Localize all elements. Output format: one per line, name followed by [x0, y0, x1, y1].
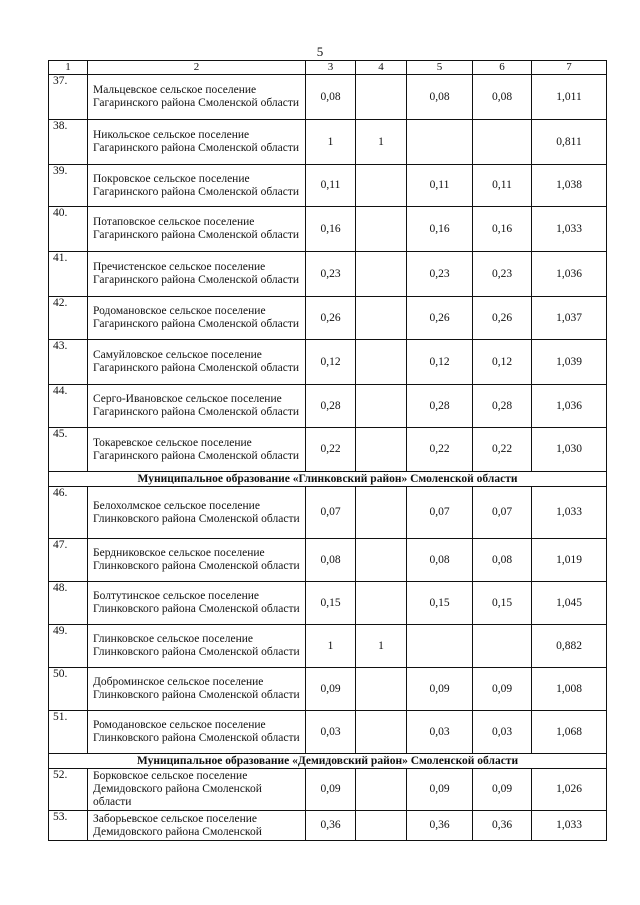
- table-row: [49, 539, 607, 582]
- column-4-cell: 1: [356, 120, 407, 165]
- column-4-cell: [356, 811, 407, 841]
- column-7-cell: 1,026: [532, 769, 607, 811]
- column-3-cell: 0,09: [306, 668, 356, 711]
- column-6-cell: 0,11: [473, 165, 532, 207]
- row-number-cell: 39.: [49, 165, 88, 207]
- column-7-cell: 1,019: [532, 539, 607, 582]
- column-6-cell: 0,23: [473, 252, 532, 297]
- row-number-cell: 43.: [49, 340, 88, 385]
- column-4-cell: [356, 769, 407, 811]
- column-3-cell: 0,26: [306, 297, 356, 340]
- table-row: [49, 297, 607, 340]
- column-4-cell: [356, 668, 407, 711]
- table-row: [49, 340, 607, 385]
- section-title: Муниципальное образование «Демидовский район» Смоленской области: [49, 754, 607, 769]
- settlement-name-cell: Белохолмское сельское поселение Глинковского района Смоленской области: [88, 487, 306, 539]
- table-row: [49, 207, 607, 252]
- settlement-name-cell: Пречистенское сельское поселение Гагаринского района Смоленской области: [88, 252, 306, 297]
- column-4-cell: [356, 252, 407, 297]
- column-header: 2: [88, 61, 306, 75]
- table-row: [49, 120, 607, 165]
- column-3-cell: 0,28: [306, 385, 356, 428]
- column-6-cell: 0,26: [473, 297, 532, 340]
- column-number-row: [49, 61, 607, 75]
- column-4-cell: [356, 207, 407, 252]
- table-row: [49, 75, 607, 120]
- column-5-cell: 0,07: [407, 487, 473, 539]
- column-5-cell: 0,36: [407, 811, 473, 841]
- table-row: [49, 385, 607, 428]
- column-5-cell: 0,16: [407, 207, 473, 252]
- column-3-cell: 0,09: [306, 769, 356, 811]
- column-5-cell: 0,15: [407, 582, 473, 625]
- column-5-cell: 0,26: [407, 297, 473, 340]
- column-4-cell: [356, 711, 407, 754]
- row-number-cell: 49.: [49, 625, 88, 668]
- table-row: [49, 811, 607, 841]
- data-table: [48, 60, 607, 841]
- settlement-name-cell: Покровское сельское поселение Гагаринского района Смоленской области: [88, 165, 306, 207]
- column-5-cell: 0,03: [407, 711, 473, 754]
- column-7-cell: 1,036: [532, 385, 607, 428]
- column-4-cell: [356, 297, 407, 340]
- column-4-cell: [356, 385, 407, 428]
- settlement-name-cell: Токаревское сельское поселение Гагаринского района Смоленской области: [88, 428, 306, 472]
- column-5-cell: [407, 625, 473, 668]
- column-7-cell: 1,033: [532, 487, 607, 539]
- column-5-cell: 0,28: [407, 385, 473, 428]
- column-6-cell: 0,28: [473, 385, 532, 428]
- column-3-cell: 0,23: [306, 252, 356, 297]
- column-6-cell: 0,09: [473, 668, 532, 711]
- column-4-cell: [356, 340, 407, 385]
- column-3-cell: 1: [306, 120, 356, 165]
- row-number-cell: 51.: [49, 711, 88, 754]
- section-header-row: [49, 754, 607, 769]
- column-4-cell: [356, 487, 407, 539]
- settlement-name-cell: Борковское сельское поселение Демидовского района Смоленской области: [88, 769, 306, 811]
- table-row: [49, 487, 607, 539]
- row-number-cell: 42.: [49, 297, 88, 340]
- column-6-cell: 0,22: [473, 428, 532, 472]
- column-7-cell: 1,038: [532, 165, 607, 207]
- row-number-cell: 46.: [49, 487, 88, 539]
- column-6-cell: 0,09: [473, 769, 532, 811]
- column-header: 6: [473, 61, 532, 75]
- column-header: 3: [306, 61, 356, 75]
- column-3-cell: 1: [306, 625, 356, 668]
- column-7-cell: 1,045: [532, 582, 607, 625]
- column-4-cell: [356, 165, 407, 207]
- row-number-cell: 44.: [49, 385, 88, 428]
- column-5-cell: 0,08: [407, 75, 473, 120]
- column-6-cell: 0,12: [473, 340, 532, 385]
- row-number-cell: 47.: [49, 539, 88, 582]
- column-7-cell: 1,030: [532, 428, 607, 472]
- row-number-cell: 53.: [49, 811, 88, 841]
- row-number-cell: 37.: [49, 75, 88, 120]
- table-row: [49, 252, 607, 297]
- column-6-cell: 0,08: [473, 539, 532, 582]
- column-3-cell: 0,07: [306, 487, 356, 539]
- table-row: [49, 165, 607, 207]
- column-7-cell: 1,033: [532, 811, 607, 841]
- row-number-cell: 52.: [49, 769, 88, 811]
- column-3-cell: 0,11: [306, 165, 356, 207]
- settlement-name-cell: Ромодановское сельское поселение Глинковского района Смоленской области: [88, 711, 306, 754]
- table-row: [49, 428, 607, 472]
- column-4-cell: [356, 539, 407, 582]
- table-row: [49, 582, 607, 625]
- column-4-cell: 1: [356, 625, 407, 668]
- settlement-name-cell: Заборьевское сельское поселение Демидовского района Смоленской: [88, 811, 306, 841]
- column-3-cell: 0,36: [306, 811, 356, 841]
- column-7-cell: 1,011: [532, 75, 607, 120]
- column-6-cell: 0,36: [473, 811, 532, 841]
- settlement-name-cell: Мальцевское сельское поселение Гагаринского района Смоленской области: [88, 75, 306, 120]
- column-7-cell: 0,811: [532, 120, 607, 165]
- column-6-cell: 0,03: [473, 711, 532, 754]
- settlement-name-cell: Доброминское сельское поселение Глинковского района Смоленской области: [88, 668, 306, 711]
- column-4-cell: [356, 428, 407, 472]
- table-row: [49, 625, 607, 668]
- column-3-cell: 0,08: [306, 539, 356, 582]
- settlement-name-cell: Серго-Ивановское сельское поселение Гагаринского района Смоленской области: [88, 385, 306, 428]
- settlement-name-cell: Бердниковское сельское поселение Глинковского района Смоленской области: [88, 539, 306, 582]
- settlement-name-cell: Болтутинское сельское поселение Глинковского района Смоленской области: [88, 582, 306, 625]
- page-number: 5: [316, 44, 324, 59]
- column-5-cell: 0,08: [407, 539, 473, 582]
- column-7-cell: 1,037: [532, 297, 607, 340]
- column-3-cell: 0,22: [306, 428, 356, 472]
- settlement-name-cell: Родомановское сельское поселение Гагаринского района Смоленской области: [88, 297, 306, 340]
- column-5-cell: 0,22: [407, 428, 473, 472]
- column-4-cell: [356, 75, 407, 120]
- table-row: [49, 711, 607, 754]
- column-5-cell: [407, 120, 473, 165]
- column-5-cell: 0,09: [407, 668, 473, 711]
- column-5-cell: 0,23: [407, 252, 473, 297]
- row-number-cell: 40.: [49, 207, 88, 252]
- column-4-cell: [356, 582, 407, 625]
- row-number-cell: 50.: [49, 668, 88, 711]
- settlement-name-cell: Потаповское сельское поселение Гагаринского района Смоленской области: [88, 207, 306, 252]
- column-header: 1: [49, 61, 88, 75]
- column-7-cell: 1,039: [532, 340, 607, 385]
- table-row: [49, 668, 607, 711]
- column-6-cell: 0,07: [473, 487, 532, 539]
- column-header: 4: [356, 61, 407, 75]
- settlement-name-cell: Никольское сельское поселение Гагаринского района Смоленской области: [88, 120, 306, 165]
- column-3-cell: 0,16: [306, 207, 356, 252]
- row-number-cell: 45.: [49, 428, 88, 472]
- section-header-row: [49, 472, 607, 487]
- column-3-cell: 0,12: [306, 340, 356, 385]
- column-header: 7: [532, 61, 607, 75]
- settlement-name-cell: Глинковское сельское поселение Глинковского района Смоленской области: [88, 625, 306, 668]
- column-7-cell: 0,882: [532, 625, 607, 668]
- column-5-cell: 0,12: [407, 340, 473, 385]
- column-7-cell: 1,068: [532, 711, 607, 754]
- column-7-cell: 1,033: [532, 207, 607, 252]
- column-header: 5: [407, 61, 473, 75]
- column-5-cell: 0,11: [407, 165, 473, 207]
- column-3-cell: 0,08: [306, 75, 356, 120]
- column-7-cell: 1,008: [532, 668, 607, 711]
- row-number-cell: 48.: [49, 582, 88, 625]
- row-number-cell: 41.: [49, 252, 88, 297]
- column-6-cell: 0,08: [473, 75, 532, 120]
- column-6-cell: 0,16: [473, 207, 532, 252]
- row-number-cell: 38.: [49, 120, 88, 165]
- section-title: Муниципальное образование «Глинковский район» Смоленской области: [49, 472, 607, 487]
- table-row: [49, 769, 607, 811]
- column-3-cell: 0,03: [306, 711, 356, 754]
- column-3-cell: 0,15: [306, 582, 356, 625]
- column-6-cell: [473, 120, 532, 165]
- column-7-cell: 1,036: [532, 252, 607, 297]
- settlement-name-cell: Самуйловское сельское поселение Гагаринского района Смоленской области: [88, 340, 306, 385]
- column-6-cell: 0,15: [473, 582, 532, 625]
- column-5-cell: 0,09: [407, 769, 473, 811]
- column-6-cell: [473, 625, 532, 668]
